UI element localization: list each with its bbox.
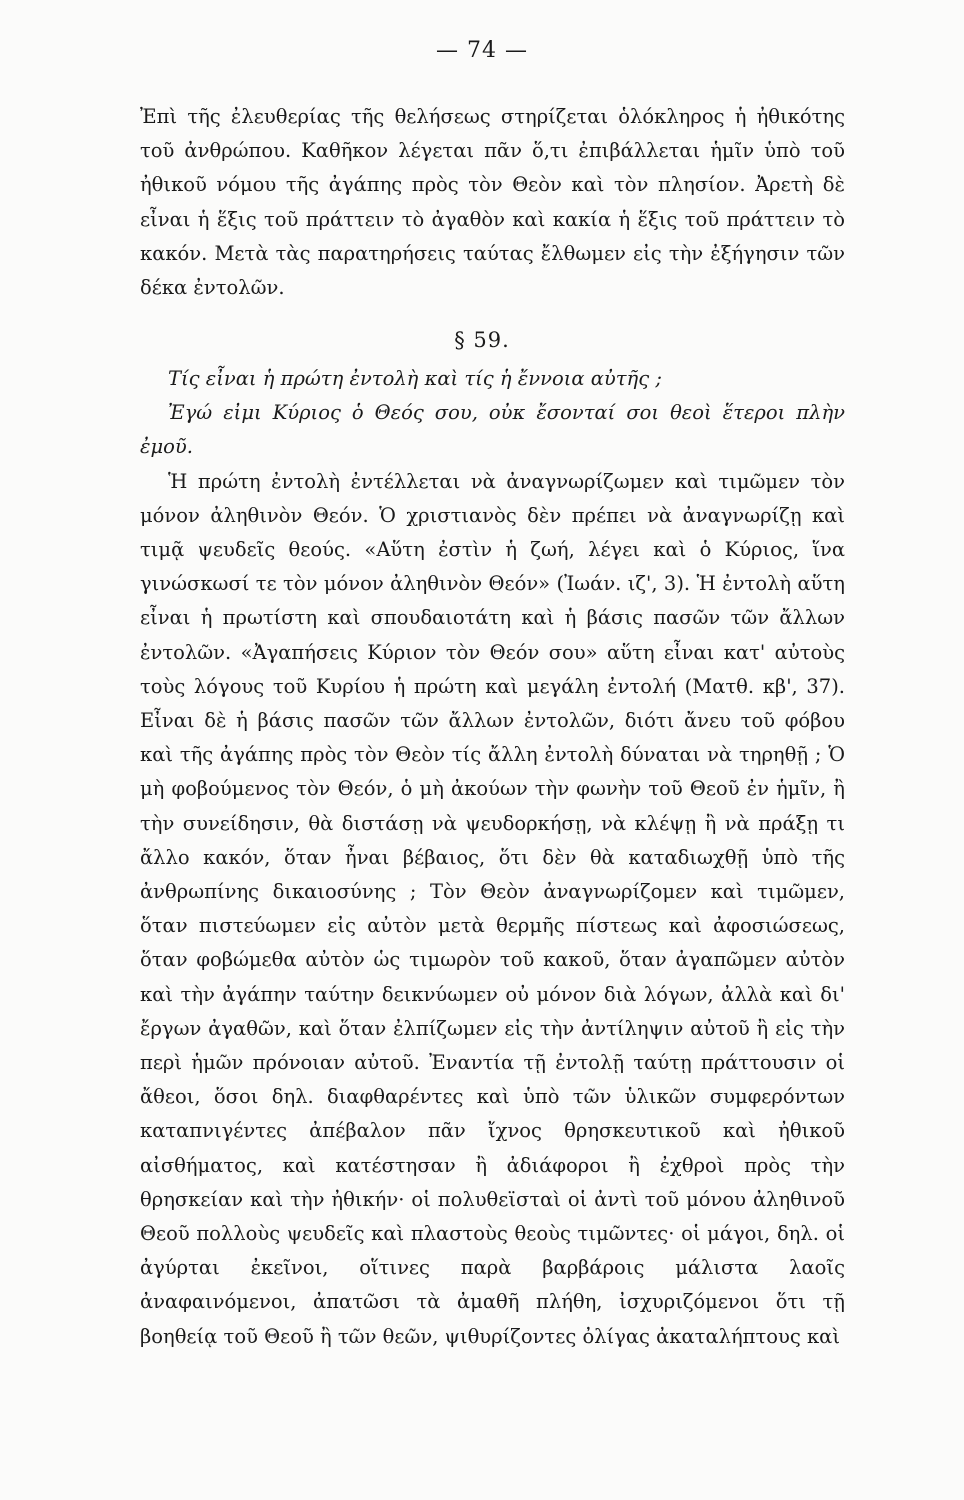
question-paragraph: Τίς εἶναι ἡ πρώτη ἐντολὴ καὶ τίς ἡ ἔννοια αὐτῆς ; [168, 367, 662, 390]
section-heading: § 59. [454, 328, 510, 352]
body-paragraph: Ἡ πρώτη ἐντολὴ ἐντέλλεται νὰ ἀναγνωρίζωμεν καὶ τιμῶμεν τὸν μόνον ἀληθινὸν Θεόν. Ὁ χριστιανὸς δὲν πρέπει νὰ ἀναγνωρίζῃ καὶ τιμᾷ ψευδεῖς θεούς. «Αὕτη ἐστὶν ἡ ζωή, λέγει καὶ ὁ Κύριος, ἵνα γινώσκωσί τε τὸν μόνον ἀληθινὸν Θεόν» (Ἰωάν. ιζ', 3). Ἡ ἐντολὴ αὕτη εἶναι ἡ πρωτίστη καὶ σπουδαιοτάτη καὶ ἡ βάσις πασῶν τῶν ἄλλων ἐντολῶν. «Ἀγαπήσεις Κύριον τὸν Θεόν σου» αὕτη εἶναι κατ' αὐτοὺς τοὺς λόγους τοῦ Κυρίου ἡ πρώτη καὶ μεγάλη ἐντολή (Ματθ. κβ', 37). Εἶναι δὲ ἡ βάσις πασῶν τῶν ἄλλων ἐντολῶν, διότι ἄνευ τοῦ φόβου καὶ τῆς ἀγάπης πρὸς τὸν Θεὸν τίς ἄλλη ἐντολὴ δύναται νὰ τηρηθῇ ; Ὁ μὴ φοβούμενος τὸν Θεόν, ὁ μὴ ἀκούων τὴν φωνὴν τοῦ Θεοῦ ἐν ἡμῖν, ἢ τὴν συνείδησιν, θὰ διστάσῃ νὰ ψευδορκήσῃ, νὰ κλέψῃ ἢ νὰ πράξῃ τι ἄλλο κακόν, ὅταν ἦναι βέβαιος, ὅτι δὲν θὰ καταδιωχθῇ ὑπὸ τῆς ἀνθρωπίνης δικαιοσύνης ; Τὸν Θεὸν ἀναγνωρίζομεν καὶ τιμῶμεν, ὅταν πιστεύωμεν εἰς αὐτὸν μετὰ θερμῆς πίστεως καὶ ἀφοσιώσεως, ὅταν φοβώμεθα αὐτὸν ὡς τιμωρὸν τοῦ κακοῦ, ὅταν ἀγαπῶμεν αὐτὸν καὶ τὴν ἀγάπην ταύτην δεικνύωμεν οὐ μόνον διὰ λόγων, ἀλλὰ καὶ δι' ἔργων ἀγαθῶν, καὶ ὅταν ἐλπίζωμεν εἰς τὴν ἀντίληψιν αὐτοῦ ἢ εἰς τὴν περὶ ἡμῶν πρόνοιαν αὐτοῦ. Ἐναντία τῇ ἐντολῇ ταύτῃ πράττουσιν οἱ ἄθεοι, ὅσοι δηλ. διαφθαρέντες καὶ ὑπὸ τῶν ὑλικῶν συμφερόντων καταπνιγέντες ἀπέβαλον πᾶν ἴχνος θρησκευτικοῦ καὶ ἠθικοῦ αἰσθήματος, καὶ κατέστησαν ἢ ἀδιάφοροι ἢ ἐχθροὶ πρὸς τὴν θρησκείαν καὶ τὴν ἠθικήν· οἱ πολυθεϊσταὶ οἱ ἀντὶ τοῦ μόνου ἀληθινοῦ Θεοῦ πολλοὺς ψευδεῖς καὶ πλαστοὺς θεοὺς τιμῶντες· οἱ μάγοι, δηλ. οἱ ἀγύρται ἐκεῖνοι, οἵτινες παρὰ βαρβάροις μάλιστα λαοῖς ἀναφαινόμενοι, ἀπατῶσι τὰ ἀμαθῆ πλήθη, ἰσχυριζόμενοι ὅτι τῇ βοηθείᾳ τοῦ Θεοῦ ἢ τῶν θεῶν, ψιθυρίζοντες ὀλίγας ἀκαταλήπτους καὶ [140, 469, 845, 1348]
intro-paragraph: Ἐπὶ τῆς ἐλευθερίας τῆς θελήσεως στηρίζεται ὁλόκληρος ἡ ἠθικότης τοῦ ἀνθρώπου. Καθῆκον λέγεται πᾶν ὅ,τι ἐπιβάλλεται ἡμῖν ὑπὸ τοῦ ἠθικοῦ νόμου τῆς ἀγάπης πρὸς τὸν Θεὸν καὶ τὸν πλησίον. Ἀρετὴ δὲ εἶναι ἡ ἕξις τοῦ πράττειν τὸ ἀγαθὸν καὶ κακία ἡ ἕξις τοῦ πράττειν τὸ κακόν. Μετὰ τὰς παρατηρήσεις ταύτας ἔλθωμεν εἰς τὴν ἐξήγησιν τῶν δέκα ἐντολῶν. [140, 105, 845, 300]
answer-paragraph: Ἐγώ εἰμι Κύριος ὁ Θεός σου, οὐκ ἔσονταί σοι θεοὶ ἕτεροι πλὴν ἐμοῦ. [140, 401, 845, 459]
page-number: — 74 — [436, 38, 528, 63]
intro-block [140, 100, 845, 305]
catechism-block [140, 362, 845, 1354]
